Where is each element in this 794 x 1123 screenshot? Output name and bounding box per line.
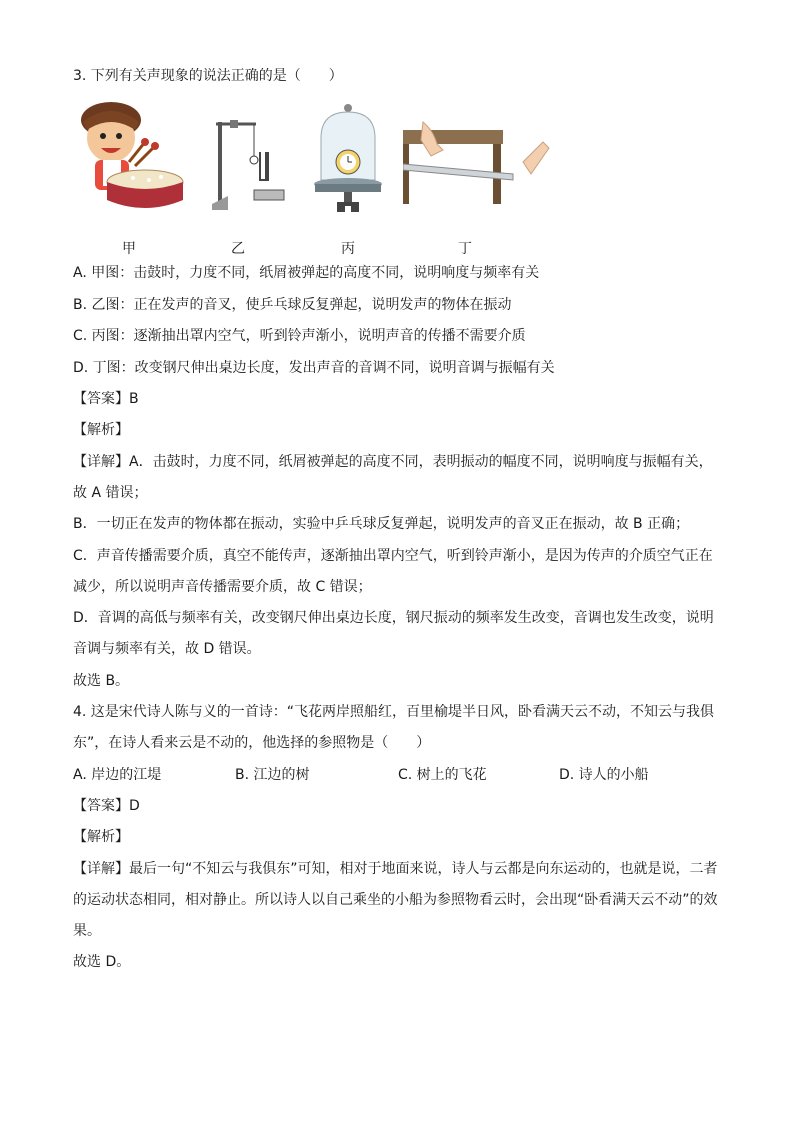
- figure-ding: [403, 100, 553, 257]
- drummer-illustration: [73, 100, 188, 220]
- q3-figures: [73, 100, 573, 260]
- q4-choose: 故选 D。: [73, 954, 131, 970]
- q3-choose: 故选 B。: [73, 673, 130, 689]
- q3-detail-3: B．一切正在发声的物体都在振动，实验中乒乓球反复弹起，说明发声的音叉正在振动，故 B 正确；: [73, 516, 690, 532]
- q3-option-d: D. 丁图：改变钢尺伸出桌边长度，发出声音的音调不同，说明音调与振幅有关: [73, 360, 555, 376]
- q4-option-c: C. 树上的飞花: [398, 767, 487, 783]
- q4-stem-2: 东”，在诗人看来云是不动的，他选择的参照物是（ ）: [73, 735, 431, 751]
- q3-option-b: B. 乙图：正在发声的音叉，使乒乓球反复弹起，说明发声的物体在振动: [73, 297, 512, 313]
- ruler-table-illustration: [403, 100, 553, 220]
- q3-stem: 3. 下列有关声现象的说法正确的是（ ）: [73, 68, 343, 84]
- q4-detail-3: 果。: [73, 923, 101, 939]
- q3-detail-7: 音调与频率有关，故 D 错误。: [73, 641, 261, 657]
- q4-option-b: B. 江边的树: [235, 767, 310, 783]
- q3-detail-1: 【详解】A．击鼓时，力度不同，纸屑被弹起的高度不同，表明振动的幅度不同，说明响度与振幅有关，: [73, 454, 713, 470]
- q3-analysis: 【解析】: [73, 422, 129, 438]
- q4-answer: 【答案】D: [73, 798, 140, 814]
- q3-detail-4: C．声音传播需要介质，真空不能传声，逐渐抽出罩内空气，听到铃声渐小，是因为传声的介质空气正在: [73, 548, 713, 564]
- q3-answer: 【答案】B: [73, 391, 139, 407]
- tuning-fork-illustration: [208, 100, 288, 220]
- caption-yi: 乙: [231, 241, 245, 257]
- q4-option-d: D. 诗人的小船: [559, 767, 649, 783]
- q3-detail-5: 减少，所以说明声音传播需要介质，故 C 错误；: [73, 579, 372, 595]
- q4-detail-2: 的运动状态相同，相对静止。所以诗人以自己乘坐的小船为参照物看云时，会出现“卧看满天云不动”的效: [73, 892, 718, 908]
- q4-detail-1: 【详解】最后一句“不知云与我俱东”可知，相对于地面来说，诗人与云都是向东运动的，也就是说，二者: [73, 861, 718, 877]
- figure-bing: [311, 100, 386, 257]
- caption-bing: 丙: [341, 241, 355, 257]
- figure-jia: [73, 100, 188, 257]
- q3-option-c: C. 丙图：逐渐抽出罩内空气，听到铃声渐小，说明声音的传播不需要介质: [73, 328, 526, 344]
- q3-option-a: A. 甲图：击鼓时，力度不同，纸屑被弹起的高度不同，说明响度与频率有关: [73, 265, 540, 281]
- q3-detail-2: 故 A 错误；: [73, 485, 148, 501]
- q4-analysis: 【解析】: [73, 829, 129, 845]
- q4-stem-1: 4. 这是宋代诗人陈与义的一首诗：“飞花两岸照船红，百里榆堤半日风，卧看满天云不动，不知云与我俱: [73, 704, 715, 720]
- q3-detail-6: D．音调的高低与频率有关，改变钢尺伸出桌边长度，钢尺振动的频率发生改变，音调也发生改变，说明: [73, 610, 714, 626]
- q4-option-a: A. 岸边的江堤: [73, 767, 162, 783]
- figure-yi: [208, 100, 288, 257]
- caption-jia: 甲: [122, 241, 136, 257]
- bell-jar-illustration: [311, 100, 386, 220]
- caption-ding: 丁: [458, 241, 472, 257]
